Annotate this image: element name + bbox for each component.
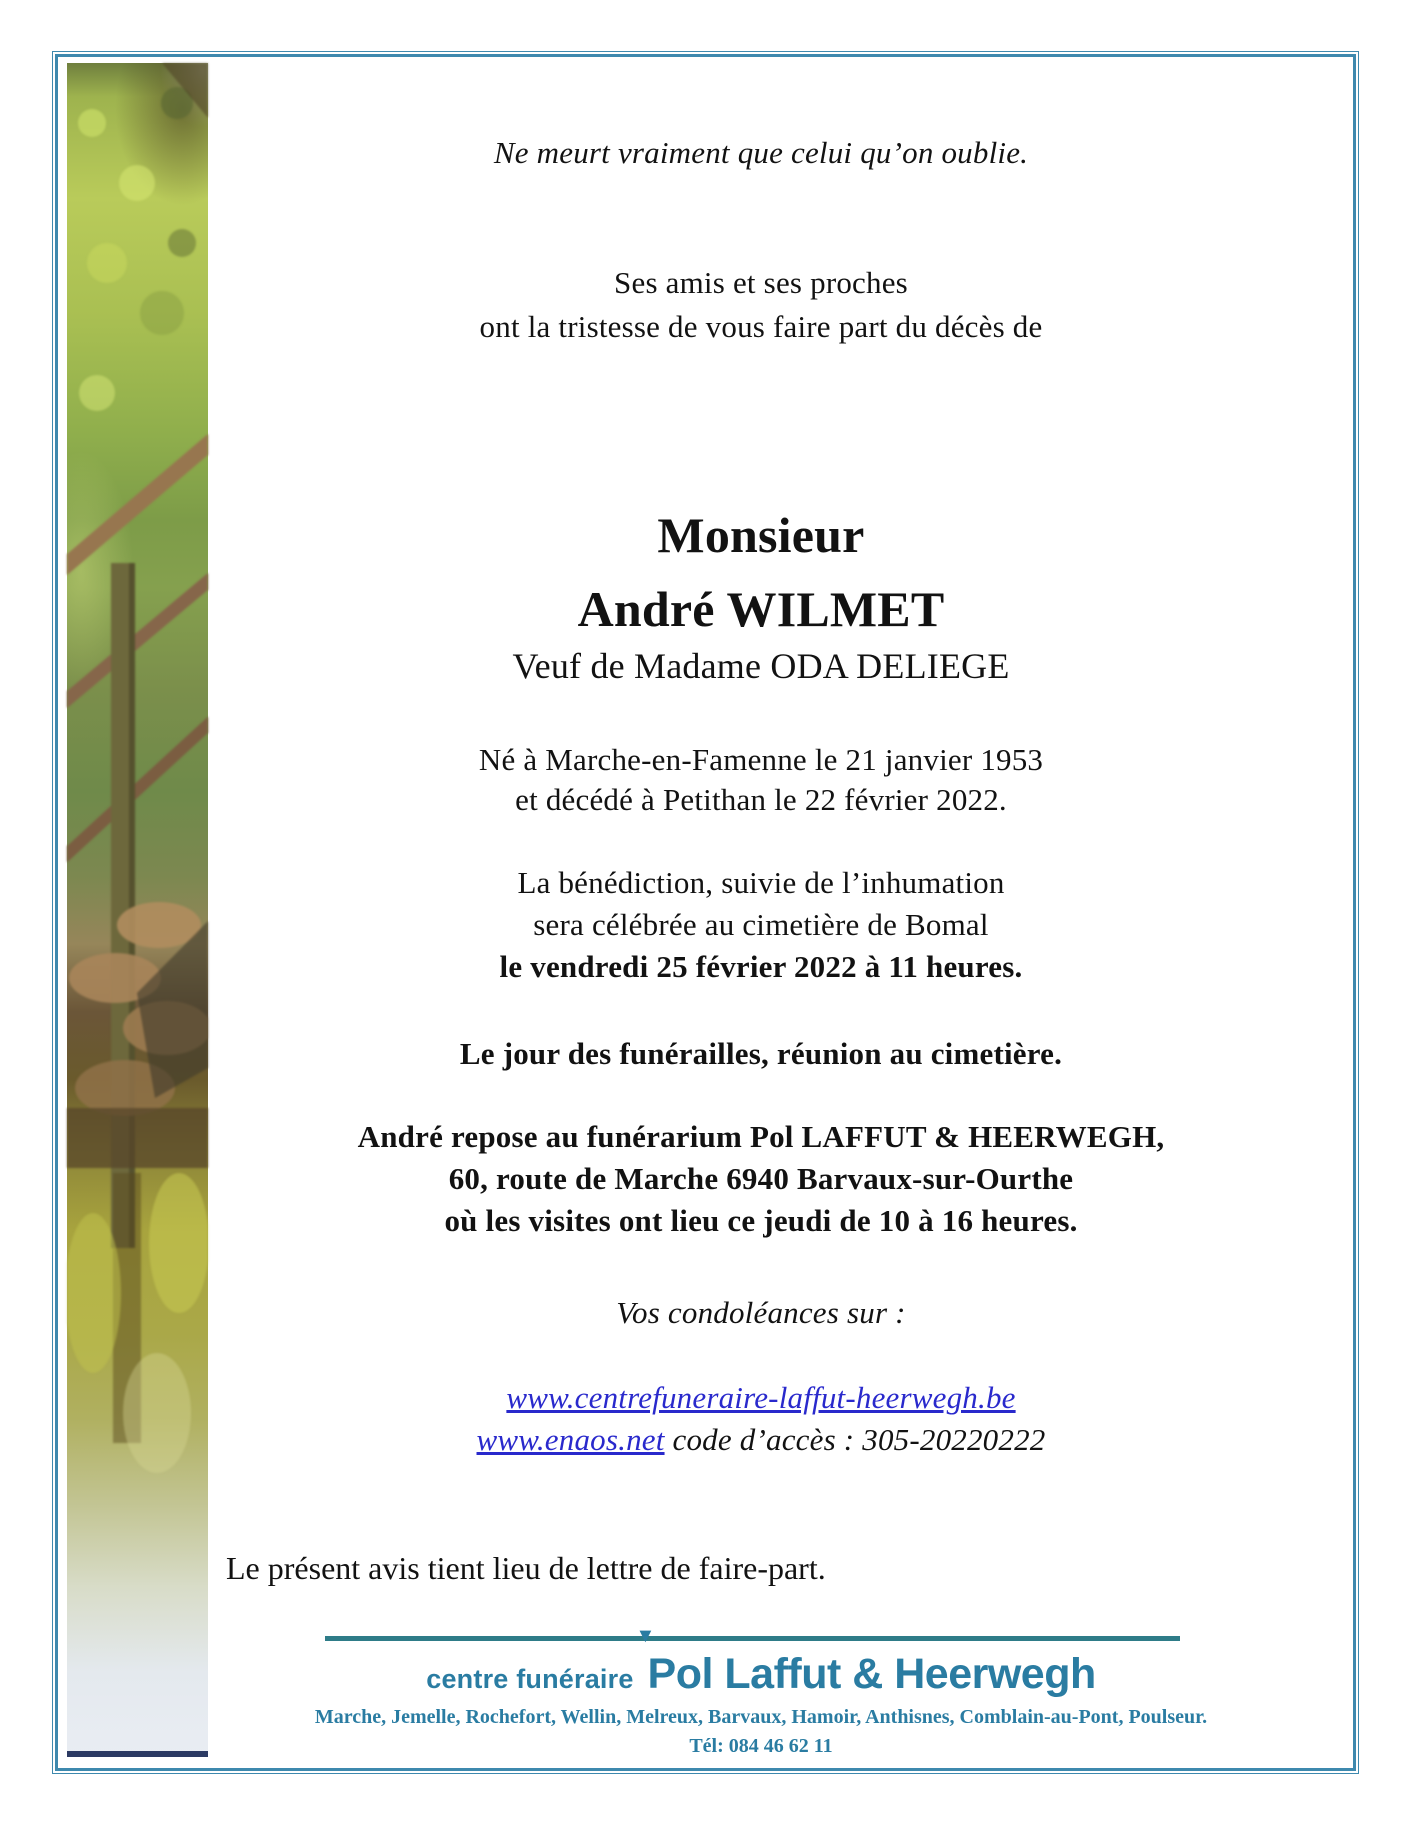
triangle-down-icon: ▼: [635, 1625, 655, 1647]
funerarium-block: [208, 1116, 1314, 1242]
notice-line: Le présent avis tient lieu de lettre de faire-part.: [226, 1550, 826, 1586]
ceremony-line-1: La bénédiction, suivie de l’inhumation: [517, 865, 1005, 900]
footer-locations: Marche, Jemelle, Rochefort, Wellin, Melreux, Barvaux, Hamoir, Anthisnes, Comblain-au-Pont, Poulseur.: [314, 1706, 1208, 1728]
website-link-centrefuneraire[interactable]: www.centrefuneraire-laffut-heerwegh.be: [506, 1380, 1016, 1415]
access-code-text: code d’accès : 305-20220222: [664, 1422, 1046, 1457]
brand-name: [635, 1625, 1096, 1699]
deceased-name: André WILMET: [577, 581, 945, 637]
relation-line: Veuf de Madame ODA DELIEGE: [512, 646, 1010, 686]
footer-divider: [325, 1636, 1180, 1641]
intro-line-1: Ses amis et ses proches: [614, 265, 908, 300]
funerarium-line-1: André repose au funérarium Pol LAFFUT & HEERWEGH,: [357, 1119, 1165, 1154]
intro-text: [208, 261, 1314, 349]
memorial-quote: Ne meurt vraiment que celui qu’on oublie.: [493, 135, 1029, 170]
bridge-over-water-illustration: [67, 63, 208, 1757]
ceremony-block: [208, 862, 1314, 988]
deceased-title: Monsieur: [657, 507, 865, 563]
funerarium-address-line: 60, route de Marche 6940 Barvaux-sur-Ourthe: [448, 1161, 1074, 1196]
deceased-name-block: [208, 498, 1314, 646]
condolences-links: [208, 1377, 1314, 1461]
birth-line: Né à Marche-en-Famenne le 21 janvier 1953: [478, 742, 1044, 777]
birth-death-block: [208, 740, 1314, 820]
brand-name-text: Pol Laffut & Heerwegh: [647, 1650, 1096, 1698]
ceremony-date-line: le vendredi 25 février 2022 à 11 heures.: [499, 949, 1023, 984]
footer-phone: Tél: 084 46 62 11: [689, 1735, 833, 1757]
meeting-line: Le jour des funérailles, réunion au cimetière.: [459, 1036, 1063, 1071]
funerarium-visits-line: où les visites ont lieu ce jeudi de 10 à 16 heures.: [444, 1203, 1078, 1238]
death-line: et décédé à Petithan le 22 février 2022.: [515, 782, 1007, 817]
memorial-photo: [67, 63, 208, 1757]
brand-prefix: centre funéraire: [426, 1664, 634, 1694]
condolences-label: Vos condoléances sur :: [616, 1295, 906, 1330]
ceremony-line-2: sera célébrée au cimetière de Bomal: [533, 907, 989, 942]
website-link-enaos[interactable]: www.enaos.net: [476, 1422, 665, 1457]
funeral-home-logo: [208, 1625, 1314, 1699]
intro-line-2: ont la tristesse de vous faire part du décès de: [479, 309, 1043, 344]
